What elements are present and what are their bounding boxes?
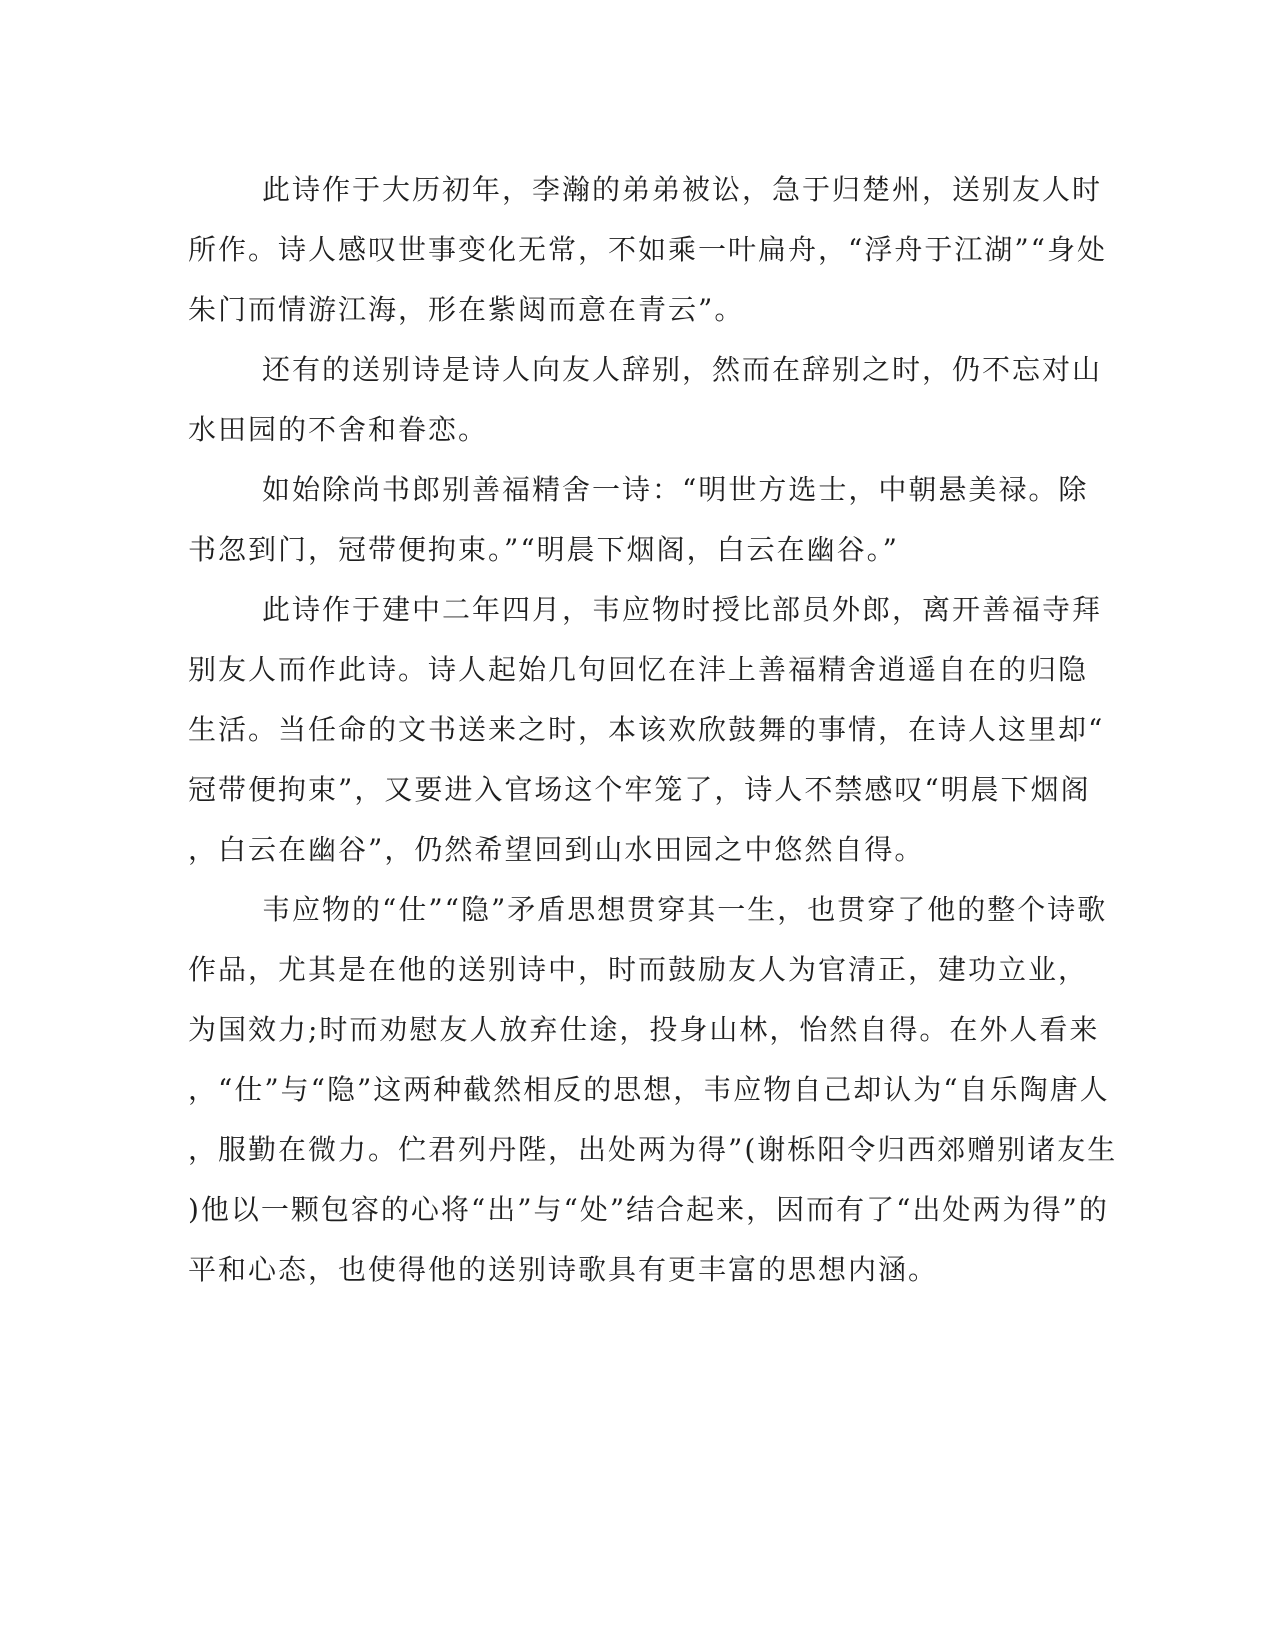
text-line-9: 别友人而作此诗。诗人起始几句回忆在沣上善福精舍逍遥自在的归隐	[188, 653, 1089, 686]
text-line-18: )他以一颗包容的心将“出”与“处”结合起来，因而有了“出处两为得”的	[188, 1193, 1109, 1226]
text-line-10: 生活。当任命的文书送来之时，本该欢欣鼓舞的事情，在诗人这里却“	[188, 713, 1105, 746]
text-line-3: 朱门而情游江海，形在紫闼而意在青云”。	[188, 293, 745, 326]
body-text	[188, 160, 1118, 1300]
text-line-17: ，服勤在微力。伫君列丹陛，出处两为得”(谢栎阳令归西郊赠别诸友生	[188, 1133, 1118, 1166]
text-line-1: 此诗作于大历初年，李瀚的弟弟被讼，急于归楚州，送别友人时	[262, 173, 1103, 206]
text-line-8: 此诗作于建中二年四月，韦应物时授比部员外郎，离开善福寺拜	[262, 593, 1103, 626]
text-line-6: 如始除尚书郎别善福精舍一诗：“明世方选士，中朝悬美禄。除	[262, 473, 1089, 506]
text-line-4: 还有的送别诗是诗人向友人辞别，然而在辞别之时，仍不忘对山	[262, 353, 1103, 386]
text-line-19: 平和心态，也使得他的送别诗歌具有更丰富的思想内涵。	[188, 1253, 939, 1286]
text-line-14: 作品，尤其是在他的送别诗中，时而鼓励友人为官清正，建功立业，	[188, 953, 1089, 986]
text-line-7: 书忽到门，冠带便拘束。”“明晨下烟阁，白云在幽谷。”	[188, 533, 899, 566]
text-line-2: 所作。诗人感叹世事变化无常，不如乘一叶扁舟，“浮舟于江湖”“身处	[188, 233, 1107, 266]
text-line-11: 冠带便拘束”，又要进入官场这个牢笼了，诗人不禁感叹“明晨下烟阁	[188, 773, 1091, 806]
text-line-15: 为国效力;时而劝慰友人放弃仕途，投身山林，怡然自得。在外人看来	[188, 1013, 1100, 1046]
text-line-12: ，白云在幽谷”，仍然希望回到山水田园之中悠然自得。	[188, 833, 925, 866]
text-line-16: ，“仕”与“隐”这两种截然相反的思想，韦应物自己却认为“自乐陶唐人	[188, 1073, 1110, 1106]
text-line-13: 韦应物的“仕”“隐”矛盾思想贯穿其一生，也贯穿了他的整个诗歌	[262, 893, 1108, 926]
text-line-5: 水田园的不舍和眷恋。	[188, 413, 489, 446]
